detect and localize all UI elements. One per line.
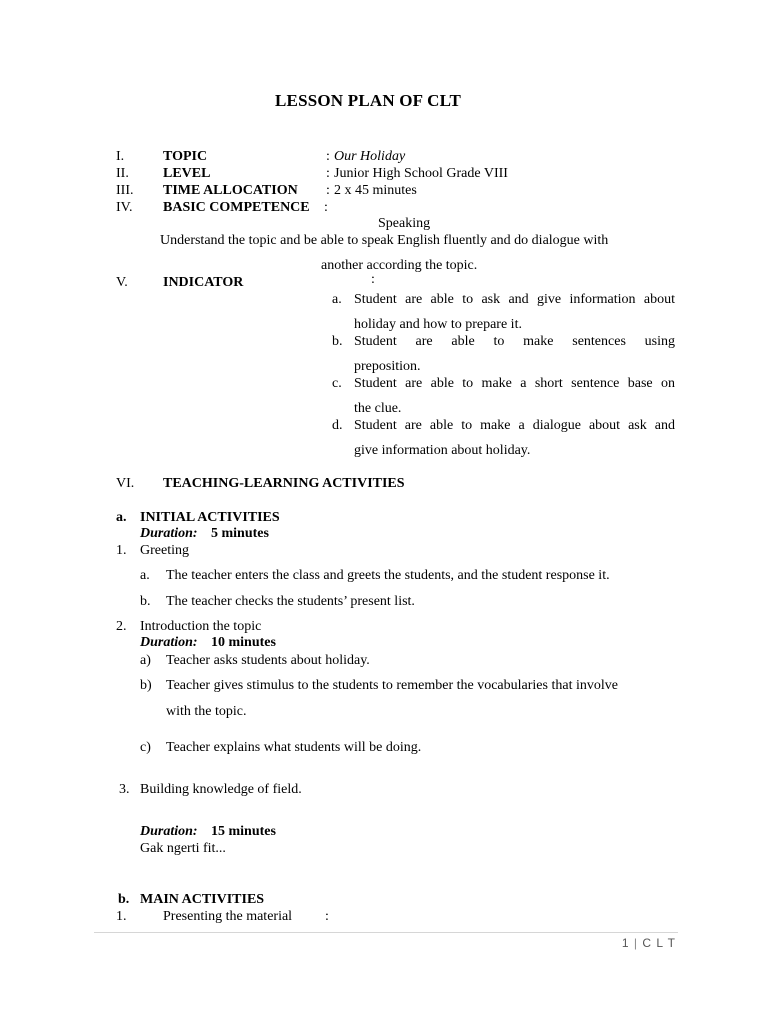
list-number: 2.: [116, 619, 127, 634]
list-number: 1.: [116, 909, 127, 924]
item-number: II.: [116, 166, 129, 181]
introduction-label: Introduction the topic: [140, 619, 262, 634]
presenting-material-label: Presenting the material: [163, 909, 293, 924]
level-value: Junior High School Grade VIII: [334, 166, 508, 181]
presenting-material-separator: :: [325, 909, 329, 924]
duration-value: 15 minutes: [211, 824, 276, 839]
indicator-text: Student are able to make a short sentence base on: [354, 376, 675, 391]
basic-competence-separator: :: [324, 200, 328, 215]
item-number: I.: [116, 149, 125, 164]
greeting-step: The teacher checks the students’ present list.: [166, 594, 415, 609]
time-allocation-value: 2 x 45 minutes: [334, 183, 417, 198]
indicator-text: Student are able to ask and give information about: [354, 292, 675, 307]
item-number: VI.: [116, 476, 135, 491]
initial-activities-heading: INITIAL ACTIVITIES: [140, 510, 280, 525]
competence-text-continued: another according the topic.: [321, 258, 478, 273]
indicator-text-continued: the clue.: [354, 401, 402, 416]
activities-heading: TEACHING-LEARNING ACTIVITIES: [163, 476, 405, 491]
indicator-letter: a.: [332, 292, 342, 307]
page-title: LESSON PLAN OF CLT: [275, 91, 462, 110]
greeting-step: The teacher enters the class and greets the students, and the student response it.: [166, 568, 610, 583]
duration-label: Duration:: [140, 824, 198, 839]
list-letter: c): [140, 740, 151, 755]
basic-competence-label: BASIC COMPETENCE: [163, 200, 310, 215]
introduction-step: Teacher explains what students will be doing.: [166, 740, 422, 755]
page-footer: [622, 936, 676, 950]
topic-separator: :: [326, 149, 330, 164]
level-separator: :: [326, 166, 330, 181]
section-letter: b.: [118, 892, 130, 907]
section-letter: a.: [116, 510, 127, 525]
building-knowledge-note: Gak ngerti fit...: [140, 841, 226, 856]
topic-value: Our Holiday: [334, 149, 406, 164]
building-knowledge-label: Building knowledge of field.: [140, 782, 302, 797]
page-number: 1: [621, 936, 630, 950]
duration-label: Duration:: [140, 526, 198, 541]
introduction-step-continued: with the topic.: [166, 704, 247, 719]
greeting-label: Greeting: [140, 543, 189, 558]
item-number: IV.: [116, 200, 133, 215]
list-number: 3.: [119, 782, 130, 797]
duration-value: 10 minutes: [211, 635, 276, 650]
indicator-label: INDICATOR: [163, 275, 244, 290]
indicator-text-continued: give information about holiday.: [354, 443, 531, 458]
competence-text: Understand the topic and be able to speak English fluently and do dialogue with: [160, 233, 609, 248]
list-letter: a): [140, 653, 151, 668]
duration-value: 5 minutes: [211, 526, 269, 541]
topic-label: TOPIC: [163, 149, 208, 164]
indicator-text: Student are able to make a dialogue about ask and: [354, 418, 675, 433]
main-activities-heading: MAIN ACTIVITIES: [140, 892, 265, 907]
item-number: III.: [116, 183, 134, 198]
competence-skill: Speaking: [378, 216, 431, 231]
indicator-letter: c.: [332, 376, 342, 391]
indicator-text-continued: preposition.: [354, 359, 421, 374]
introduction-step: Teacher asks students about holiday.: [166, 653, 370, 668]
indicator-text-continued: holiday and how to prepare it.: [354, 317, 522, 332]
footer-separator: |: [633, 936, 638, 950]
footer-divider: [94, 932, 678, 933]
time-allocation-label: TIME ALLOCATION: [163, 183, 298, 198]
time-allocation-separator: :: [326, 183, 330, 198]
footer-text: C L T: [642, 936, 676, 950]
indicator-letter: d.: [332, 418, 343, 433]
duration-label: Duration:: [140, 635, 198, 650]
list-letter: b.: [140, 594, 151, 609]
item-number: V.: [116, 275, 128, 290]
indicator-letter: b.: [332, 334, 343, 349]
list-number: 1.: [116, 543, 127, 558]
list-letter: b): [140, 678, 152, 693]
introduction-step: Teacher gives stimulus to the students to remember the vocabularies that involve: [166, 678, 618, 693]
indicator-text: Student are able to make sentences using: [354, 334, 675, 349]
level-label: LEVEL: [163, 166, 211, 181]
list-letter: a.: [140, 568, 150, 583]
indicator-separator: :: [371, 272, 375, 287]
